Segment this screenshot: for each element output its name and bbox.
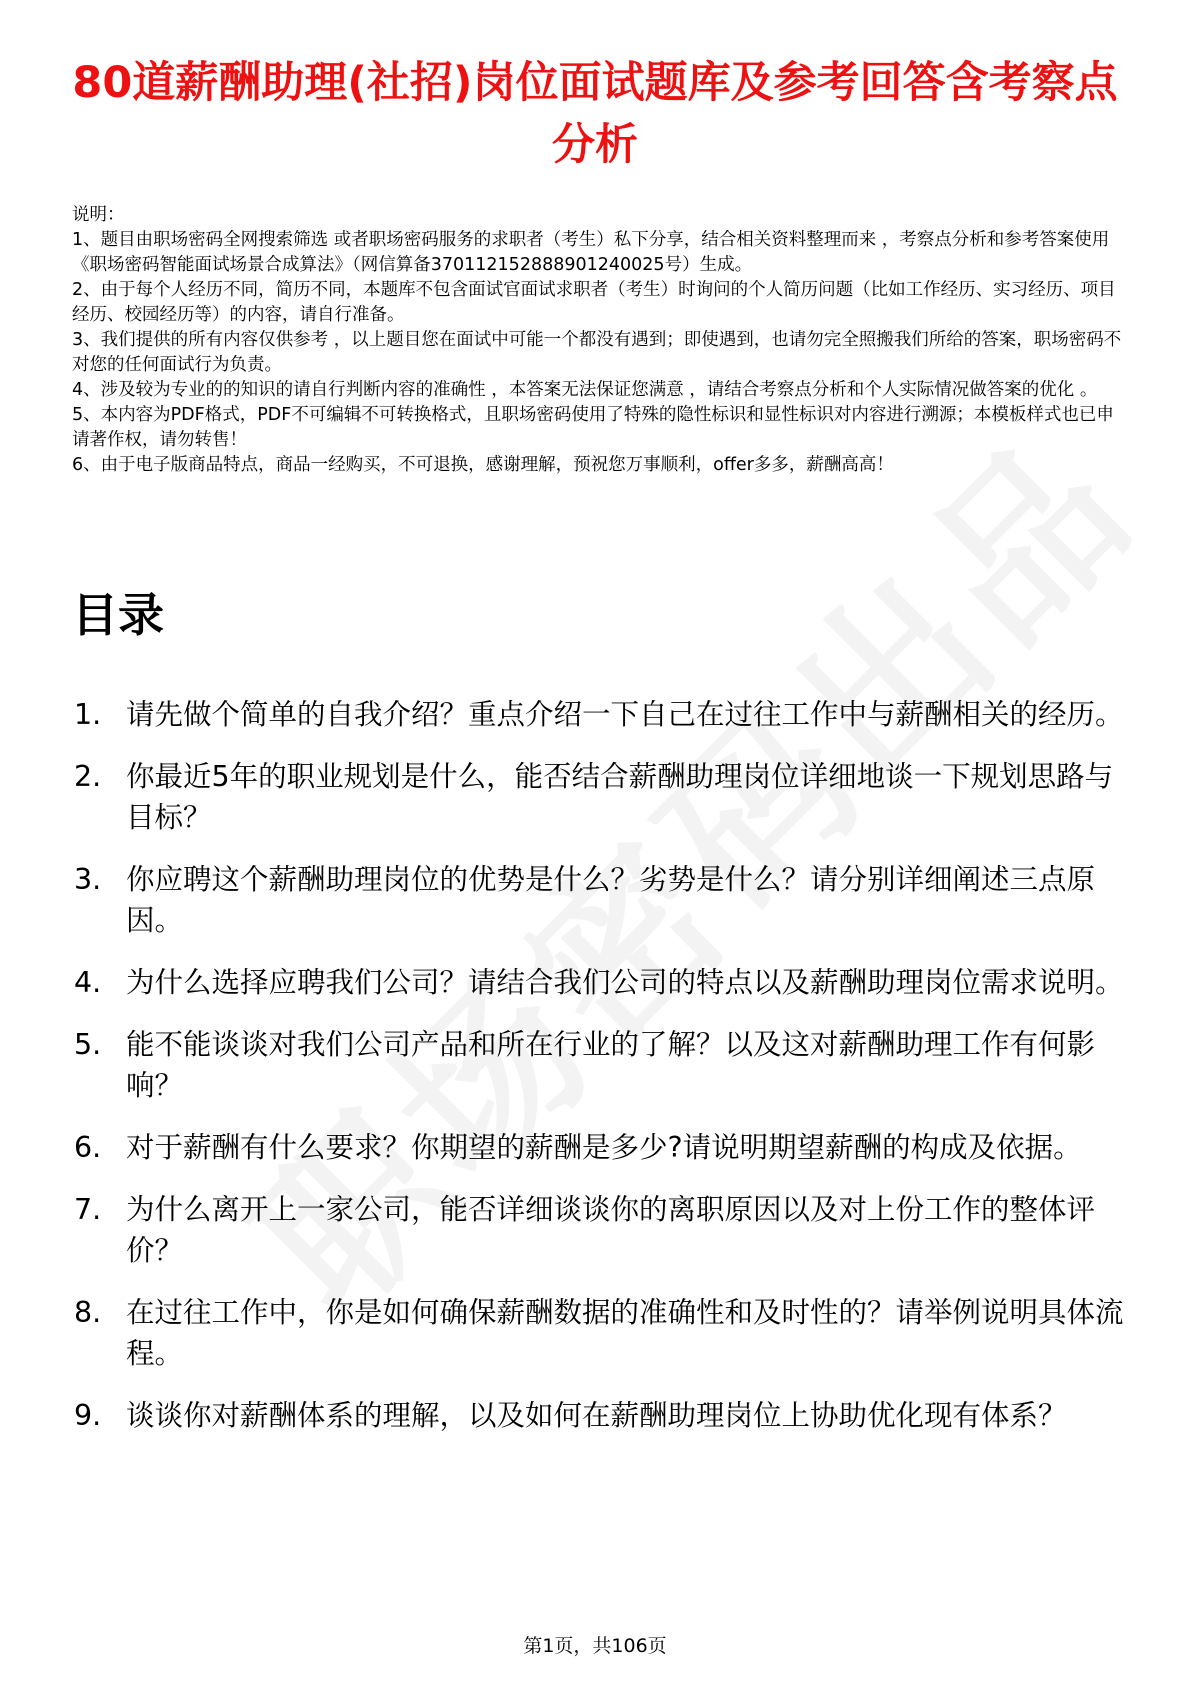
toc-item-number: 6.	[74, 1131, 102, 1164]
toc-item-number: 9.	[74, 1399, 102, 1432]
toc-item-number: 5.	[74, 1028, 102, 1061]
toc-item[interactable]	[74, 756, 1134, 838]
toc-item-number: 4.	[74, 966, 102, 999]
toc-item-number: 7.	[74, 1193, 102, 1226]
toc-item[interactable]	[74, 962, 1134, 1003]
toc-item-text: 请先做个简单的自我介绍？重点介绍一下自己在过往工作中与薪酬相关的经历。	[126, 698, 1124, 731]
toc-item-text: 你应聘这个薪酬助理岗位的优势是什么？劣势是什么？请分别详细阐述三点原因。	[126, 863, 1096, 937]
note-item: 6、由于电子版商品特点，商品一经购买，不可退换，感谢理解，预祝您万事顺利，offer多多，薪酬高高！	[72, 455, 894, 475]
toc-heading: 目录	[72, 588, 164, 642]
toc-item-number: 1.	[74, 698, 102, 731]
toc-item-number: 8.	[74, 1296, 102, 1329]
document-title: 80道薪酬助理(社招)岗位面试题库及参考回答含考察点分析	[72, 58, 1118, 170]
note-item: 2、由于每个人经历不同，简历不同，本题库不包含面试官面试求职者（考生）时询问的个人简历问题（比如工作经历、实习经历、项目经历、校园经历等）的内容，请自行准备。	[72, 280, 1116, 325]
toc-item-number: 3.	[74, 863, 102, 896]
toc-item-text: 你最近5年的职业规划是什么，能否结合薪酬助理岗位详细地谈一下规划思路与目标？	[126, 760, 1114, 834]
notes-heading: 说明：	[72, 205, 125, 225]
toc-item[interactable]	[74, 1395, 1134, 1436]
note-item: 4、涉及较为专业的的知识的请自行判断内容的准确性 ，本答案无法保证您满意 ，请结合考察点分析和个人实际情况做答案的优化 。	[72, 380, 1098, 400]
toc-item-number: 2.	[74, 760, 102, 793]
toc-item-text: 在过往工作中，你是如何确保薪酬数据的准确性和及时性的？请举例说明具体流程。	[126, 1296, 1124, 1370]
toc-item-text: 对于薪酬有什么要求？你期望的薪酬是多少?请说明期望薪酬的构成及依据。	[126, 1131, 1082, 1164]
toc-item[interactable]	[74, 694, 1134, 735]
page-footer: 第1页，共106页	[523, 1635, 667, 1657]
note-item: 3、我们提供的所有内容仅供参考 ，以上题目您在面试中可能一个都没有遇到；即使遇到，也请勿完全照搬我们所给的答案，职场密码不对您的任何面试行为负责。	[72, 330, 1122, 375]
toc-item[interactable]	[74, 1292, 1134, 1374]
toc-list	[74, 694, 1134, 1457]
notes-section	[72, 203, 1122, 478]
toc-item-text: 为什么选择应聘我们公司？请结合我们公司的特点以及薪酬助理岗位需求说明。	[126, 966, 1124, 999]
toc-item[interactable]	[74, 1189, 1134, 1271]
toc-item-text: 为什么离开上一家公司，能否详细谈谈你的离职原因以及对上份工作的整体评价？	[126, 1193, 1096, 1267]
toc-item-text: 能不能谈谈对我们公司产品和所在行业的了解？以及这对薪酬助理工作有何影响？	[126, 1028, 1096, 1102]
toc-item-text: 谈谈你对薪酬体系的理解，以及如何在薪酬助理岗位上协助优化现有体系？	[126, 1399, 1067, 1432]
toc-item[interactable]	[74, 1127, 1134, 1168]
toc-item[interactable]	[74, 859, 1134, 941]
toc-item[interactable]	[74, 1024, 1134, 1106]
note-item: 1、题目由职场密码全网搜索筛选 或者职场密码服务的求职者（考生）私下分享，结合相关资料整理而来 ，考察点分析和参考答案使用《职场密码智能面试场景合成算法》（网信算备370112152888901240025号）生成。	[72, 230, 1110, 275]
note-item: 5、本内容为PDF格式，PDF不可编辑不可转换格式，且职场密码使用了特殊的隐性标识和显性标识对内容进行溯源；本模板样式也已申请著作权，请勿转售！	[72, 405, 1114, 450]
